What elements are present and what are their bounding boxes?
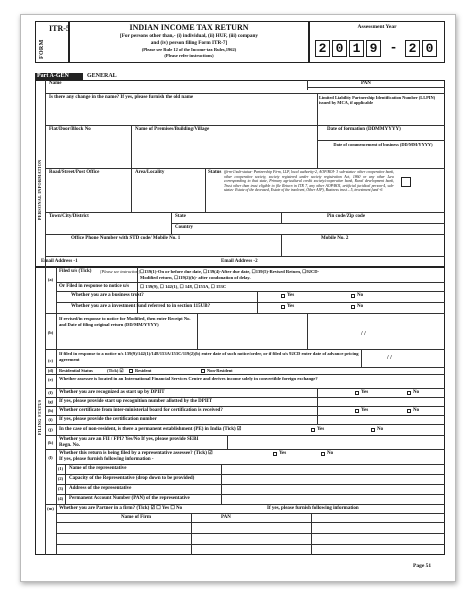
rep-pan-label: Permanent Account Number (PAN) of the representative: [69, 496, 190, 501]
yes-label: Yes: [287, 293, 295, 298]
notice-us-options[interactable]: ☐ 139(9), ☐ 142(1), ☐ 148, ☐153A, ☐ 153C: [140, 284, 227, 289]
partner-question[interactable]: Whether you are Partner in a firm? (Tick) ☑ ☐ Yes ☐ No: [59, 506, 183, 511]
representative-furnish-label: If yes, please furnish following information -: [59, 457, 154, 462]
receipt-number-field[interactable]: [197, 313, 307, 349]
startup-yes-checkbox[interactable]: [355, 391, 359, 395]
ay-digit: 1: [349, 40, 364, 57]
ay-digit: 9: [366, 40, 381, 57]
ay-digit: 0: [332, 40, 347, 57]
firm-pan-field[interactable]: [191, 522, 311, 555]
business-trust-yes-checkbox[interactable]: [281, 294, 285, 298]
rep-item-num: (2): [57, 476, 64, 481]
form-label: FORM: [39, 39, 45, 59]
form-subtitle-1: [For persons other than,- (i) individual, (ii) HUF, (iii) company: [120, 33, 258, 39]
permanent-establishment-question: In the case of non-resident, is there a permanent establishment (PE) in India (Tick) ☑: [59, 427, 242, 432]
pin-label: Pin code/Zip code: [327, 214, 366, 219]
form-title: INDIAN INCOME TAX RETURN: [129, 23, 249, 32]
startup-number-label: If yes, please provide start up recognition number allotted by the DPIIT: [59, 399, 213, 404]
investment-fund-no-checkbox[interactable]: [351, 305, 355, 309]
original-date-field[interactable]: / /: [361, 331, 366, 337]
premises-label: Name of Premises/Building/Village: [135, 127, 210, 132]
old-name-field[interactable]: [45, 103, 317, 125]
email1-label: Email Address -1: [41, 259, 78, 264]
ay-digit: 2: [315, 40, 330, 57]
revised-return-label: If revised/in response to notice for Modified, then enter Receipt No. and Date of filing original return (DD/MM/YYYY): [59, 316, 191, 327]
sebi-regn-field[interactable]: [227, 435, 445, 449]
pan-label: PAN: [361, 81, 371, 86]
row-e-num: (e): [48, 377, 53, 382]
ay-digit-dash: -: [389, 40, 398, 55]
email2-label: Email Address -2: [221, 259, 258, 264]
startup-question: Whether you are recognized as start up by DPIIT: [59, 390, 165, 395]
non-resident-checkbox[interactable]: [201, 369, 205, 373]
side-label-personal: PERSONAL INFORMATION: [37, 159, 42, 220]
row-i-num: (i): [48, 417, 53, 422]
town-label: Town/City/District: [49, 214, 89, 219]
rep-capacity-dropdown[interactable]: [221, 474, 445, 484]
yes-label: Yes: [361, 408, 369, 413]
rep-item-num: (4): [57, 496, 64, 501]
row-k-num: (k): [47, 440, 54, 445]
no-label: No: [327, 451, 334, 456]
no-label: No: [377, 427, 384, 432]
representative-no-checkbox[interactable]: [321, 452, 325, 456]
part-title: GENERAL: [87, 73, 117, 79]
startup-no-checkbox[interactable]: [407, 391, 411, 395]
form-code: ITR-5: [49, 24, 70, 33]
road-label: Road/Street/Post Office: [49, 170, 100, 175]
area-label: Area/Locality: [135, 170, 165, 175]
investment-fund-yes-checkbox[interactable]: [281, 305, 285, 309]
certification-number-label: If yes, please provide the certification number: [59, 417, 157, 422]
part-label: Part A-GEN: [35, 73, 83, 80]
side-label-filing: FILING STATUS: [37, 399, 42, 435]
resident-label: Resident: [135, 368, 152, 373]
status-description: (firm-1/sub-status- Partnership Firm, LLP, local authority-2, AOP/BOI- 3 sub-status- other cooperative bank, other cooperative society, society registered under society registration Act, 1860 or any other Law corresponding to that state, Primary agricultural credit society/cooperative bank, Rural development bank, Trust other than trust eligible to file Return in ITR 7, any other AOP/BOI, artificial juridical person-4, sub-status- Estate of the deceased, Estate of the insolvent, Other AJP), Business trust – 5, investment fund -6: [224, 170, 394, 193]
assessment-year-label: Assessment Year: [357, 24, 397, 30]
no-label: No: [357, 293, 364, 298]
fii-question: Whether you are an FII / FPI? Yes/No If yes, please provide SEBI: [59, 437, 199, 442]
rep-item-num: (3): [57, 486, 64, 491]
resident-checkbox[interactable]: [129, 369, 133, 373]
rep-name-field[interactable]: [221, 464, 445, 474]
pe-no-checkbox[interactable]: [371, 428, 375, 432]
notice-date-field[interactable]: / /: [387, 355, 392, 361]
name-label: Name: [49, 81, 62, 86]
country-label: Country: [175, 225, 194, 230]
certificate-no-checkbox[interactable]: [407, 409, 411, 413]
row-c-num: (c): [48, 358, 53, 363]
business-trust-no-checkbox[interactable]: [351, 294, 355, 298]
rep-address-label: Address of the representative: [69, 486, 132, 491]
filed-us-label: Filed u/s (Tick): [59, 269, 92, 274]
non-resident-label: Non-Resident: [207, 368, 233, 373]
row-a-num: (a): [47, 277, 54, 282]
no-label: No: [357, 304, 364, 309]
yes-label: Yes: [361, 390, 369, 395]
investment-fund-question: Whether you are a investment fund referred to in section 115UB?: [71, 304, 211, 309]
representative-yes-checkbox[interactable]: [273, 452, 277, 456]
filed-us-options-1[interactable]: ☐139(1)-On or before due date, ☐139(4)-After due date, ☐139(5)-Revised Return, ☐92CD-: [140, 269, 320, 274]
form-subtitle-2: and (iv) person filing Form ITR-7]: [150, 40, 228, 46]
rep-address-field[interactable]: [221, 484, 445, 494]
no-label: No: [413, 408, 420, 413]
yes-label: Yes: [317, 427, 325, 432]
name-change-question: Is there any change in the name? If yes, please furnish the old name: [49, 95, 194, 100]
status-box[interactable]: [401, 177, 411, 187]
form-subtitle-4: (Please refer instructions): [164, 53, 214, 58]
page-number: Page 51: [413, 563, 432, 569]
form-subtitle-3: (Please see Rule 12 of the Income-tax Rules,1962): [141, 47, 237, 52]
startup-number-field[interactable]: [317, 397, 445, 406]
firm-pan-header: PAN: [221, 515, 231, 520]
rep-pan-field[interactable]: [221, 494, 445, 504]
representative-question: Whether this return is being filed by a representative assessee? (Tick) ☑: [59, 451, 213, 456]
firm-name-field[interactable]: [65, 522, 191, 555]
no-label: No: [413, 390, 420, 395]
flat-label: Flat/Door/Block No: [49, 127, 91, 132]
mobile2-label: Mobile No. 2: [321, 236, 349, 241]
fii-regn-label: Regn. No.: [59, 443, 80, 448]
residential-status-label: Residential Status: [59, 368, 93, 373]
ifsc-question: Whether assessee is located in an International Financial Services Centre and derives income solely in convertible foreign exchange?: [59, 376, 318, 381]
residential-tick-label: (Tick) ☑: [107, 368, 124, 373]
filed-us-note: [Please see instruction]: [100, 269, 141, 274]
row-f-num: (f): [48, 390, 53, 395]
form-page: [20, 14, 456, 582]
business-trust-question: Whether you are a business trust?: [71, 293, 144, 298]
row-l-num: (l): [48, 455, 53, 460]
row-h-num: (h): [47, 408, 54, 413]
yes-label: Yes: [279, 451, 287, 456]
rep-name-label: Name of the representative: [69, 466, 127, 471]
row-g-num: (g): [47, 399, 54, 404]
row-b-num: (b): [47, 330, 54, 335]
state-label: State: [175, 214, 186, 219]
rep-capacity-label: Capacity of the Representative (drop down to be provided): [69, 476, 195, 481]
rep-item-num: (1): [57, 466, 64, 471]
commencement-date-label: Date of commencement of business (DD/MM/YYYY): [333, 142, 433, 147]
yes-label: Yes: [287, 304, 295, 309]
certificate-question: Whether certificate from inter-ministerial board for certification is received?: [59, 408, 223, 413]
row-m-num: (m): [47, 506, 54, 511]
status-label: Status: [208, 170, 222, 175]
formation-date-label: Date of formation (DDMMYYYY): [327, 127, 401, 132]
partner-furnish-label: If yes, please furnish following information: [267, 506, 359, 511]
firm-name-header: Name of Firm: [121, 515, 151, 520]
filed-us-options-2[interactable]: Modified return, ☐119(2)(b)- after condonation of delay.: [140, 275, 251, 280]
certification-number-field[interactable]: [317, 415, 445, 424]
ay-digit: 0: [422, 40, 437, 57]
pe-yes-checkbox[interactable]: [311, 428, 315, 432]
llpin-label: Limited Liability Partnership Identification Number (LLPIN) issued by MCA, if applicable: [319, 95, 436, 106]
notice-date-label: If filed in response to a notice u/s 139(9)/142(1)/148/153A/153C/119(2)(b) enter date of such notice/order, or if filed u/s 92CD enter date of advance pricing agreement: [59, 351, 359, 362]
certificate-yes-checkbox[interactable]: [355, 409, 359, 413]
ay-digit: 2: [405, 40, 420, 57]
row-d-num: (d): [47, 368, 54, 373]
notice-us-label: Or Filed in response to notice u/s: [59, 284, 130, 289]
office-phone-label: Office Phone Number with STD code/ Mobile No. 1: [71, 236, 181, 241]
row-j-num: (j): [48, 427, 53, 432]
